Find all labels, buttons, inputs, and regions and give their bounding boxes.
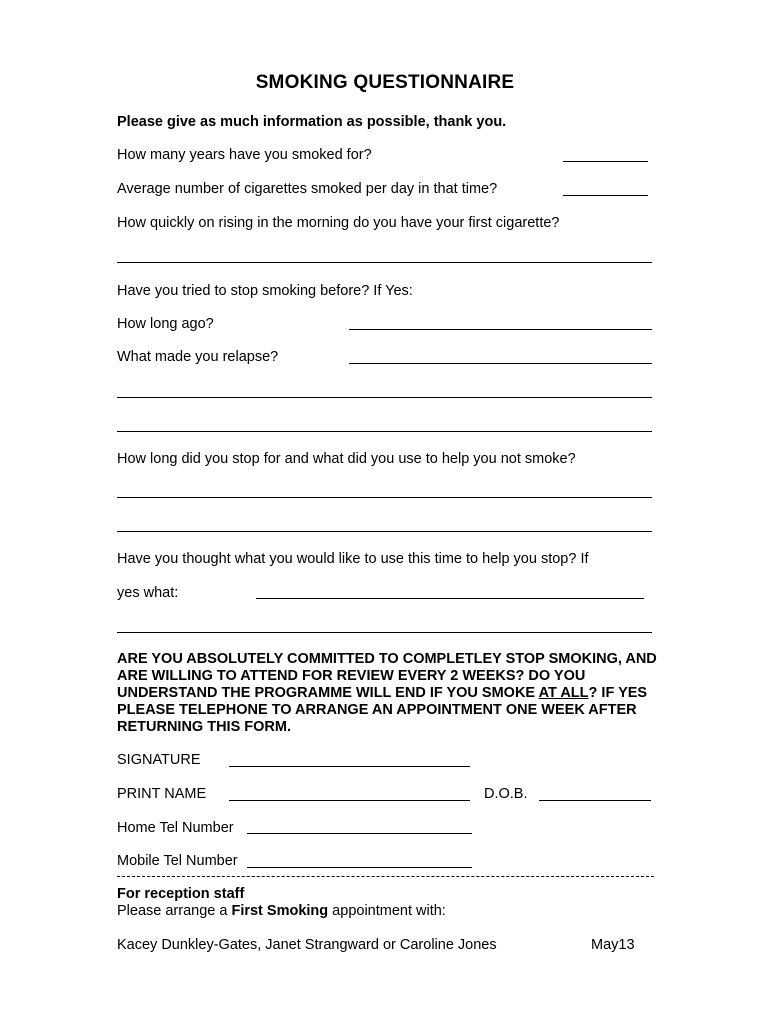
home-tel-label: Home Tel Number bbox=[117, 820, 234, 836]
question-tried-stop: Have you tried to stop smoking before? If Yes: bbox=[117, 283, 413, 299]
answer-line-relapse-3[interactable] bbox=[117, 431, 652, 432]
question-thought-line1: Have you thought what you would like to use this time to help you stop? If bbox=[117, 551, 589, 567]
signature-label: SIGNATURE bbox=[117, 752, 201, 768]
dob-field[interactable] bbox=[539, 800, 651, 801]
question-first-cigarette: How quickly on rising in the morning do you have your first cigarette? bbox=[117, 215, 560, 231]
print-name-label: PRINT NAME bbox=[117, 786, 207, 802]
answer-line-relapse-2[interactable] bbox=[117, 397, 652, 398]
signature-field[interactable] bbox=[229, 766, 470, 767]
reception-staff: Kacey Dunkley-Gates, Janet Strangward or Caroline Jones bbox=[117, 937, 497, 953]
answer-line-avg-cigarettes[interactable] bbox=[563, 195, 648, 196]
question-years-smoked: How many years have you smoked for? bbox=[117, 147, 372, 163]
warning-text-1: ARE YOU ABSOLUTELY COMMITTED TO COMPLETLEY STOP SMOKING, AND ARE WILLING TO ATTEND FOR REVIEW EVERY 2 WEEKS? DO YOU UNDERSTAND THE PROGRAMME WILL END IF YOU SMOKE bbox=[117, 651, 657, 701]
answer-line-first-cigarette[interactable] bbox=[117, 262, 652, 263]
page-title: SMOKING QUESTIONNAIRE bbox=[255, 72, 515, 93]
reception-arrange-bold: First Smoking bbox=[231, 903, 329, 919]
mobile-tel-field[interactable] bbox=[247, 867, 472, 868]
print-name-field[interactable] bbox=[229, 800, 470, 801]
reception-arrange-suffix: appointment with: bbox=[328, 903, 446, 919]
question-avg-cigarettes: Average number of cigarettes smoked per day in that time? bbox=[117, 181, 498, 197]
answer-line-years-smoked[interactable] bbox=[563, 161, 648, 162]
reception-arrange-prefix: Please arrange a bbox=[117, 903, 232, 919]
answer-line-stop-duration-1[interactable] bbox=[117, 497, 652, 498]
answer-line-how-long-ago[interactable] bbox=[349, 329, 652, 330]
form-date: May13 bbox=[591, 937, 635, 953]
home-tel-field[interactable] bbox=[247, 833, 472, 834]
dob-label: D.O.B. bbox=[484, 786, 528, 802]
answer-line-stop-duration-2[interactable] bbox=[117, 531, 652, 532]
intro-text: Please give as much information as possible, thank you. bbox=[117, 114, 507, 130]
question-relapse: What made you relapse? bbox=[117, 349, 279, 365]
reception-arrange bbox=[117, 903, 446, 919]
answer-line-relapse[interactable] bbox=[349, 363, 652, 364]
question-stop-duration: How long did you stop for and what did you use to help you not smoke? bbox=[117, 451, 576, 467]
reception-heading: For reception staff bbox=[117, 886, 245, 902]
question-thought-line2: yes what: bbox=[117, 585, 179, 601]
question-how-long-ago: How long ago? bbox=[117, 316, 214, 332]
answer-line-thought-2[interactable] bbox=[117, 632, 652, 633]
reception-divider bbox=[117, 876, 654, 877]
warning-underlined: AT ALL bbox=[538, 685, 589, 701]
warning-text-2: ? IF YES PLEASE TELEPHONE TO ARRANGE AN APPOINTMENT ONE WEEK AFTER RETURNING THIS FORM. bbox=[117, 685, 648, 735]
mobile-tel-label: Mobile Tel Number bbox=[117, 853, 238, 869]
commitment-warning bbox=[117, 651, 657, 736]
answer-line-thought-1[interactable] bbox=[256, 598, 644, 599]
